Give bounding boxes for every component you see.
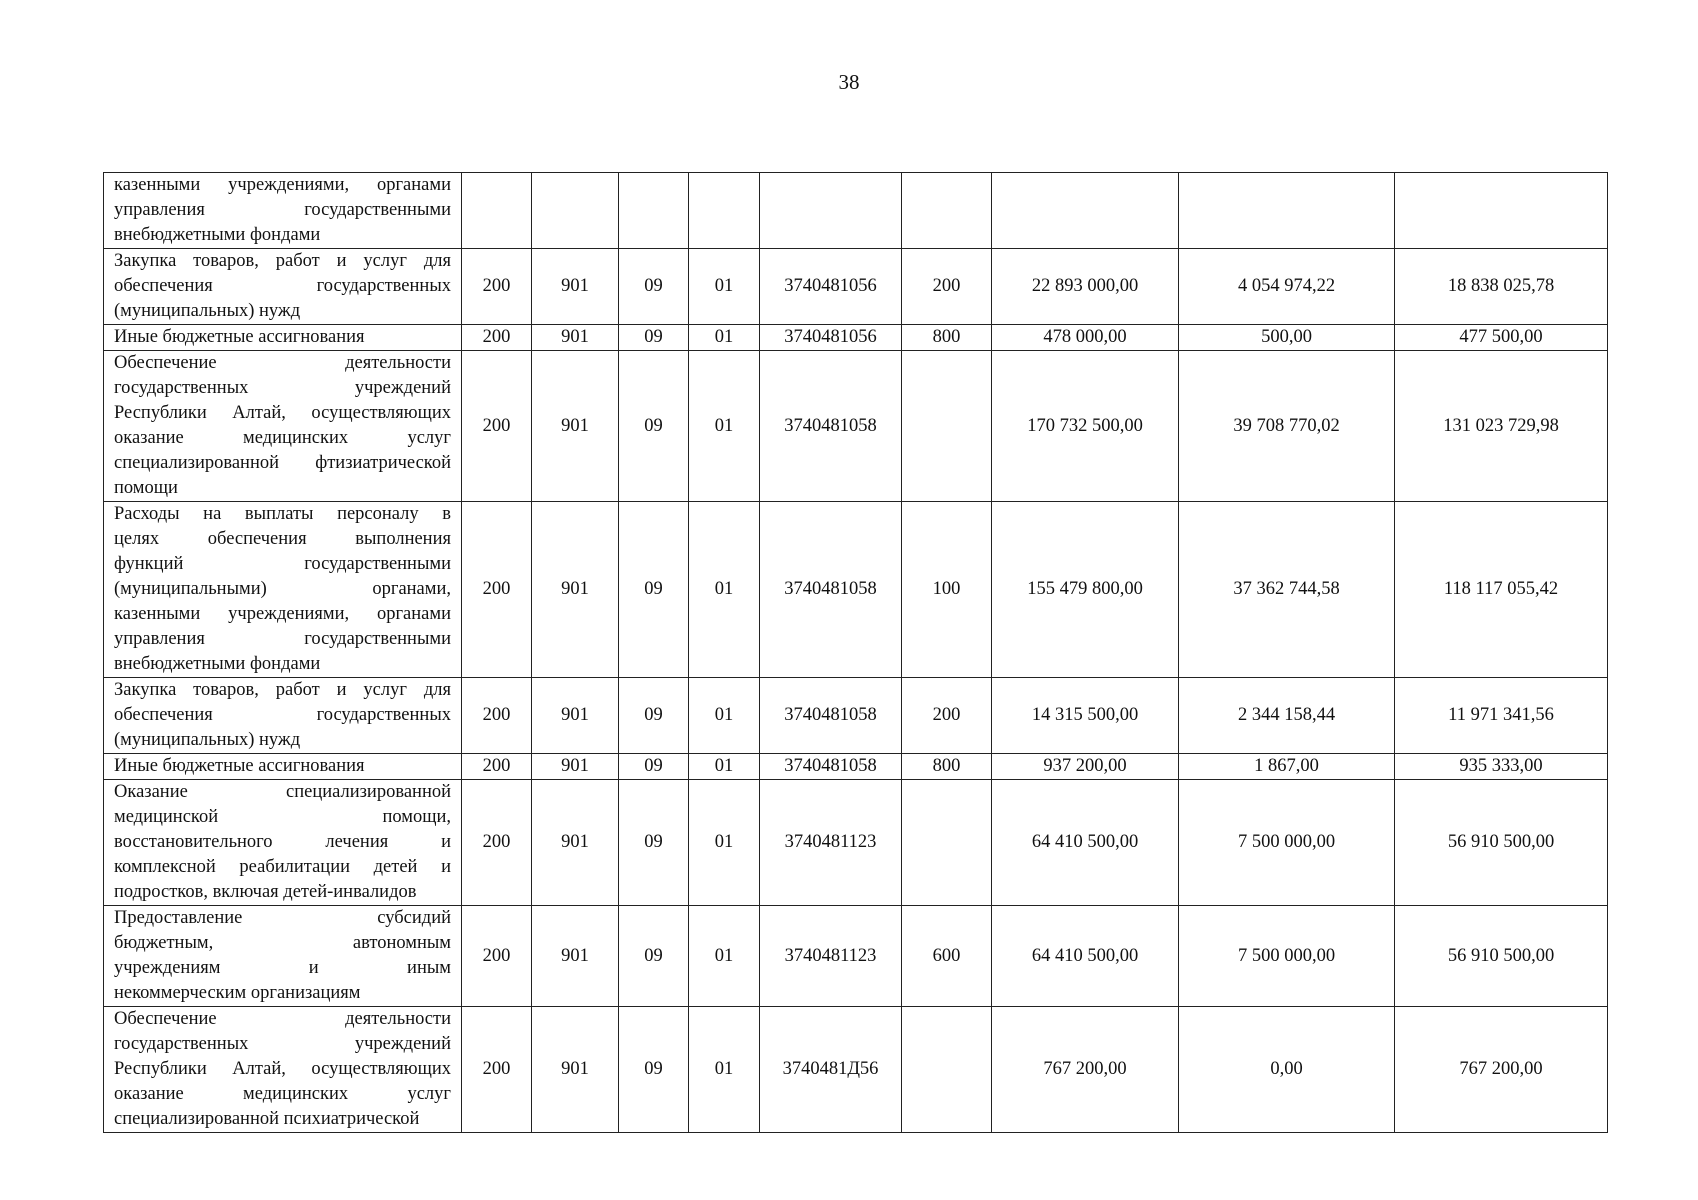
row-description xyxy=(104,754,462,780)
table-row xyxy=(104,351,1608,502)
target-article-code: 3740481058 xyxy=(760,754,902,780)
description-line: учреждениям и иным xyxy=(114,958,451,978)
expense-type-code: 200 xyxy=(902,249,992,325)
rz-code: 200 xyxy=(462,780,532,906)
target-article-code: 3740481058 xyxy=(760,678,902,754)
section-code: 09 xyxy=(619,780,689,906)
description-line: управления государственными xyxy=(114,200,451,220)
expense-type-code xyxy=(902,173,992,249)
expense-type-code xyxy=(902,351,992,502)
description-line: казенными учреждениями, органами xyxy=(114,604,451,624)
description-line: оказание медицинских услуг xyxy=(114,1084,451,1104)
table-row xyxy=(104,678,1608,754)
description-line: бюджетным, автономным xyxy=(114,933,451,953)
table-row xyxy=(104,173,1608,249)
description-line: целях обеспечения выполнения xyxy=(114,529,451,549)
description-line: Расходы на выплаты персоналу в xyxy=(114,504,451,524)
rz-code: 200 xyxy=(462,325,532,351)
executed-amount: 37 362 744,58 xyxy=(1179,502,1395,678)
target-article-code: 3740481123 xyxy=(760,780,902,906)
subsection-code: 01 xyxy=(689,351,760,502)
description-line: внебюджетными фондами xyxy=(114,654,321,674)
approved-amount: 64 410 500,00 xyxy=(992,906,1179,1007)
remaining-amount xyxy=(1395,173,1608,249)
grbs-code: 901 xyxy=(532,351,619,502)
grbs-code: 901 xyxy=(532,780,619,906)
table-row xyxy=(104,780,1608,906)
grbs-code: 901 xyxy=(532,502,619,678)
subsection-code: 01 xyxy=(689,678,760,754)
grbs-code: 901 xyxy=(532,1007,619,1133)
section-code: 09 xyxy=(619,351,689,502)
description-line: казенными учреждениями, органами xyxy=(114,175,451,195)
remaining-amount: 18 838 025,78 xyxy=(1395,249,1608,325)
target-article-code: 3740481Д56 xyxy=(760,1007,902,1133)
expense-type-code xyxy=(902,1007,992,1133)
remaining-amount: 56 910 500,00 xyxy=(1395,780,1608,906)
section-code: 09 xyxy=(619,678,689,754)
row-description xyxy=(104,502,462,678)
remaining-amount: 767 200,00 xyxy=(1395,1007,1608,1133)
table-row xyxy=(104,754,1608,780)
description-line: (муниципальных) нужд xyxy=(114,730,301,750)
executed-amount: 7 500 000,00 xyxy=(1179,780,1395,906)
target-article-code: 3740481056 xyxy=(760,325,902,351)
section-code: 09 xyxy=(619,1007,689,1133)
subsection-code xyxy=(689,173,760,249)
executed-amount: 7 500 000,00 xyxy=(1179,906,1395,1007)
description-line: государственных учреждений xyxy=(114,1034,451,1054)
subsection-code: 01 xyxy=(689,1007,760,1133)
rz-code: 200 xyxy=(462,351,532,502)
subsection-code: 01 xyxy=(689,249,760,325)
approved-amount: 14 315 500,00 xyxy=(992,678,1179,754)
rz-code xyxy=(462,173,532,249)
description-line: Обеспечение деятельности xyxy=(114,353,451,373)
approved-amount: 478 000,00 xyxy=(992,325,1179,351)
grbs-code: 901 xyxy=(532,906,619,1007)
executed-amount: 0,00 xyxy=(1179,1007,1395,1133)
expense-type-code: 800 xyxy=(902,325,992,351)
description-line: Обеспечение деятельности xyxy=(114,1009,451,1029)
section-code: 09 xyxy=(619,325,689,351)
description-line: государственных учреждений xyxy=(114,378,451,398)
description-line: Закупка товаров, работ и услуг для xyxy=(114,251,451,271)
description-line: медицинской помощи, xyxy=(114,807,451,827)
target-article-code: 3740481058 xyxy=(760,351,902,502)
description-line: помощи xyxy=(114,478,178,498)
executed-amount: 1 867,00 xyxy=(1179,754,1395,780)
description-line: Иные бюджетные ассигнования xyxy=(114,327,365,347)
remaining-amount: 56 910 500,00 xyxy=(1395,906,1608,1007)
row-description xyxy=(104,678,462,754)
description-line: обеспечения государственных xyxy=(114,276,451,296)
description-line: Закупка товаров, работ и услуг для xyxy=(114,680,451,700)
table-row xyxy=(104,1007,1608,1133)
executed-amount: 39 708 770,02 xyxy=(1179,351,1395,502)
row-description xyxy=(104,780,462,906)
expense-type-code: 100 xyxy=(902,502,992,678)
expense-type-code: 800 xyxy=(902,754,992,780)
page-number: 38 xyxy=(838,70,860,94)
budget-table xyxy=(103,172,1608,1133)
row-description xyxy=(104,325,462,351)
description-line: управления государственными xyxy=(114,629,451,649)
subsection-code: 01 xyxy=(689,780,760,906)
rz-code: 200 xyxy=(462,906,532,1007)
section-code: 09 xyxy=(619,906,689,1007)
rz-code: 200 xyxy=(462,1007,532,1133)
executed-amount: 2 344 158,44 xyxy=(1179,678,1395,754)
table-row xyxy=(104,325,1608,351)
approved-amount: 170 732 500,00 xyxy=(992,351,1179,502)
table-body xyxy=(104,173,1608,1133)
row-description xyxy=(104,351,462,502)
table-row xyxy=(104,249,1608,325)
grbs-code: 901 xyxy=(532,754,619,780)
target-article-code: 3740481123 xyxy=(760,906,902,1007)
approved-amount: 22 893 000,00 xyxy=(992,249,1179,325)
row-description xyxy=(104,906,462,1007)
remaining-amount: 935 333,00 xyxy=(1395,754,1608,780)
approved-amount: 155 479 800,00 xyxy=(992,502,1179,678)
section-code xyxy=(619,173,689,249)
description-line: некоммерческим организациям xyxy=(114,983,361,1003)
approved-amount: 64 410 500,00 xyxy=(992,780,1179,906)
executed-amount xyxy=(1179,173,1395,249)
description-line: функций государственными xyxy=(114,554,451,574)
remaining-amount: 11 971 341,56 xyxy=(1395,678,1608,754)
approved-amount: 767 200,00 xyxy=(992,1007,1179,1133)
target-article-code xyxy=(760,173,902,249)
expense-type-code: 600 xyxy=(902,906,992,1007)
subsection-code: 01 xyxy=(689,502,760,678)
description-line: Иные бюджетные ассигнования xyxy=(114,756,365,776)
description-line: специализированной психиатрической xyxy=(114,1109,420,1129)
description-line: Оказание специализированной xyxy=(114,782,451,802)
description-line: обеспечения государственных xyxy=(114,705,451,725)
expense-type-code: 200 xyxy=(902,678,992,754)
approved-amount: 937 200,00 xyxy=(992,754,1179,780)
description-line: Республики Алтай, осуществляющих xyxy=(114,403,451,423)
remaining-amount: 131 023 729,98 xyxy=(1395,351,1608,502)
grbs-code xyxy=(532,173,619,249)
rz-code: 200 xyxy=(462,502,532,678)
grbs-code: 901 xyxy=(532,678,619,754)
executed-amount: 500,00 xyxy=(1179,325,1395,351)
rz-code: 200 xyxy=(462,754,532,780)
subsection-code: 01 xyxy=(689,906,760,1007)
row-description xyxy=(104,1007,462,1133)
remaining-amount: 118 117 055,42 xyxy=(1395,502,1608,678)
description-line: Республики Алтай, осуществляющих xyxy=(114,1059,451,1079)
description-line: специализированной фтизиатрической xyxy=(114,453,451,473)
target-article-code: 3740481056 xyxy=(760,249,902,325)
section-code: 09 xyxy=(619,754,689,780)
expense-type-code xyxy=(902,780,992,906)
rz-code: 200 xyxy=(462,249,532,325)
table-row xyxy=(104,502,1608,678)
rz-code: 200 xyxy=(462,678,532,754)
description-line: (муниципальными) органами, xyxy=(114,579,451,599)
section-code: 09 xyxy=(619,502,689,678)
description-line: комплексной реабилитации детей и xyxy=(114,857,451,877)
executed-amount: 4 054 974,22 xyxy=(1179,249,1395,325)
description-line: (муниципальных) нужд xyxy=(114,301,301,321)
description-line: Предоставление субсидий xyxy=(114,908,451,928)
row-description xyxy=(104,173,462,249)
description-line: восстановительного лечения и xyxy=(114,832,451,852)
section-code: 09 xyxy=(619,249,689,325)
row-description xyxy=(104,249,462,325)
approved-amount xyxy=(992,173,1179,249)
subsection-code: 01 xyxy=(689,754,760,780)
remaining-amount: 477 500,00 xyxy=(1395,325,1608,351)
description-line: оказание медицинских услуг xyxy=(114,428,451,448)
table-row xyxy=(104,906,1608,1007)
grbs-code: 901 xyxy=(532,325,619,351)
description-line: подростков, включая детей-инвалидов xyxy=(114,882,417,902)
target-article-code: 3740481058 xyxy=(760,502,902,678)
grbs-code: 901 xyxy=(532,249,619,325)
subsection-code: 01 xyxy=(689,325,760,351)
description-line: внебюджетными фондами xyxy=(114,225,321,245)
